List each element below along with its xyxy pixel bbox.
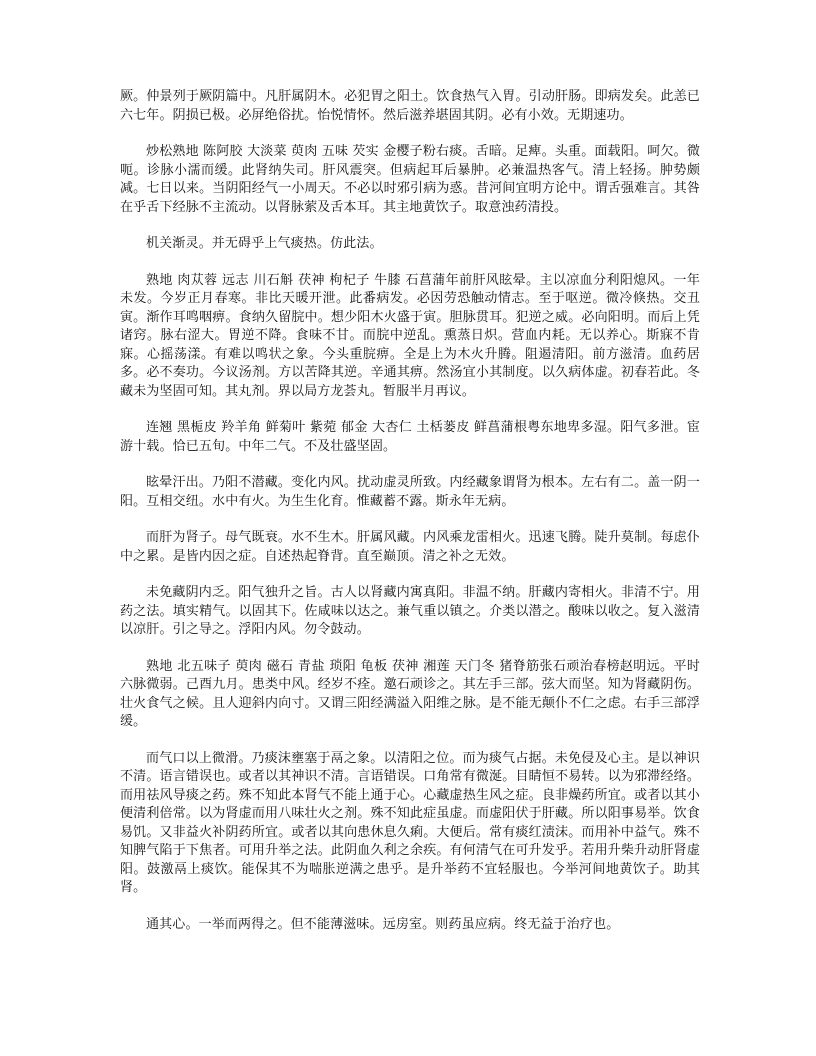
paragraph-11: 通其心。一举而两得之。但不能薄滋味。远房室。则药虽应病。终无益于治疗也。 — [146, 916, 620, 932]
paragraph-8: 未免藏阴内乏。阳气独升之旨。古人以肾藏内寓真阳。非温不纳。肝藏内寄相火。非清不宁。用药之法。填实精气。以固其下。佐咸味以达之。兼气重以镇之。介类以潜之。酸味以收之。复入滋清以凉肝。引之导之。浮阳内风。勿令鼓动。 — [120, 585, 700, 637]
paragraph-9: 熟地 北五味子 萸肉 磁石 青盐 琐阳 龟板 茯神 湘莲 天门冬 猪脊筋张石顽治春榜赵明远。平时六脉微弱。己酉九月。患类中风。经岁不痊。邀石顽诊之。其左手三部。弦大而坚。知为肾藏阴伤。壮火食气之候。且人迎斜内向寸。又谓三阳经满溢入阳维之脉。是不能无颠仆不仁之虑。右手三部浮缓。 — [120, 658, 700, 729]
paragraph-5: 连翘 黑栀皮 羚羊角 鲜菊叶 紫菀 郁金 大杏仁 土栝蒌皮 鲜菖蒲根粤东地卑多湿。阳气多泄。宦游十载。恰已五旬。中年二气。不及壮盛坚固。 — [120, 420, 700, 454]
paragraph-1: 厥。仲景列于厥阴篇中。凡肝属阴木。必犯胃之阳土。饮食热气入胃。引动肝肠。即病发矣。此恙已六七年。阴损已极。必屏绝俗扰。怡悦情怀。然后滋养堪固其阴。必有小效。无期速功。 — [120, 89, 700, 123]
paragraph-10: 而气口以上微滑。乃痰沫壅塞于鬲之象。以清阳之位。而为痰气占据。未免侵及心主。是以神识不清。语言错误也。或者以其神识不清。言语错误。口角常有微涎。目睛恒不易转。以为邪滞经络。而用祛风导痰之药。殊不知此本肾气不能上通于心。心藏虚热生风之症。良非燥药所宜。或者以其小便清利倍常。以为肾虚而用八味壮火之剂。殊不知此症虽虚。而虚阳伏于肝藏。所以阳事易举。饮食易饥。又非益火补阴药所宜。或者以其向患休息久痢。大便后。常有痰红渍沫。而用补中益气。殊不知脾气陷于下焦者。可用升举之法。此阴血久利之余疾。有何清气在可升发乎。若用升柴升动肝肾虚阳。鼓激鬲上痰饮。能保其不为喘胀逆满之患乎。是升举药不宜轻服也。今举河间地黄饮子。助其肾。 — [120, 750, 700, 895]
document-body — [120, 88, 700, 952]
paragraph-3: 机关渐灵。并无碍乎上气痰热。仿此法。 — [146, 236, 383, 251]
paragraph-6: 眩晕汗出。乃阳不潜藏。变化内风。扰动虚灵所致。内经藏象谓肾为根本。左右有二。盖一阴一阳。互相交纽。水中有火。为生生化育。惟藏蓄不露。斯永年无病。 — [120, 475, 700, 509]
paragraph-2: 炒松熟地 陈阿胶 大淡菜 萸肉 五味 芡实 金樱子粉右痰。舌暗。足痺。头重。面载阳。呵欠。微呃。诊脉小濡而缓。此肾纳失司。肝风震突。但病起耳后暴肿。必兼温热客气。清上轻扬。肿势颇减。七日以来。当阴阳经气一小周天。不必以时邪引病为惑。昔河间宜明方论中。谓舌强难言。其咎在乎舌下经脉不主流动。以肾脉萦及舌本耳。其主地黄饮子。取意浊药清投。 — [120, 144, 700, 215]
paragraph-7: 而肝为肾子。母气既衰。水不生木。肝属风藏。内风乘龙雷相火。迅速飞腾。陡升莫制。每虑仆中之累。是皆内因之症。自述热起脊背。直至巅顶。清之补之无效。 — [120, 530, 700, 564]
paragraph-4: 熟地 肉苁蓉 远志 川石斛 茯神 枸杞子 牛膝 石菖蒲年前肝风眩晕。主以凉血分利阳熄风。一年未发。今岁正月春寒。非比天暖开泄。此番病发。必因劳恐触动情志。至于呕逆。微冷倏热。交丑寅。渐作耳鸣咽痹。食纳久留脘中。想少阳木火盛于寅。胆脉贯耳。犯逆之威。必向阳明。而后上凭诸窍。脉右涩大。胃逆不降。食味不甘。而脘中逆乱。熏蒸日炽。营血内耗。无以养心。斯寐不肯寐。心摇荡漾。有难以鸣状之象。今头重脘痹。全是上为木火升腾。阻遏清阳。前方滋清。血药居多。必不奏功。今议汤剂。方以苦降其逆。辛通其痹。然汤宜小其制度。以久病体虚。初春若此。冬藏未为坚固可知。其丸剂。界以局方龙荟丸。暂服半月再议。 — [120, 272, 700, 399]
